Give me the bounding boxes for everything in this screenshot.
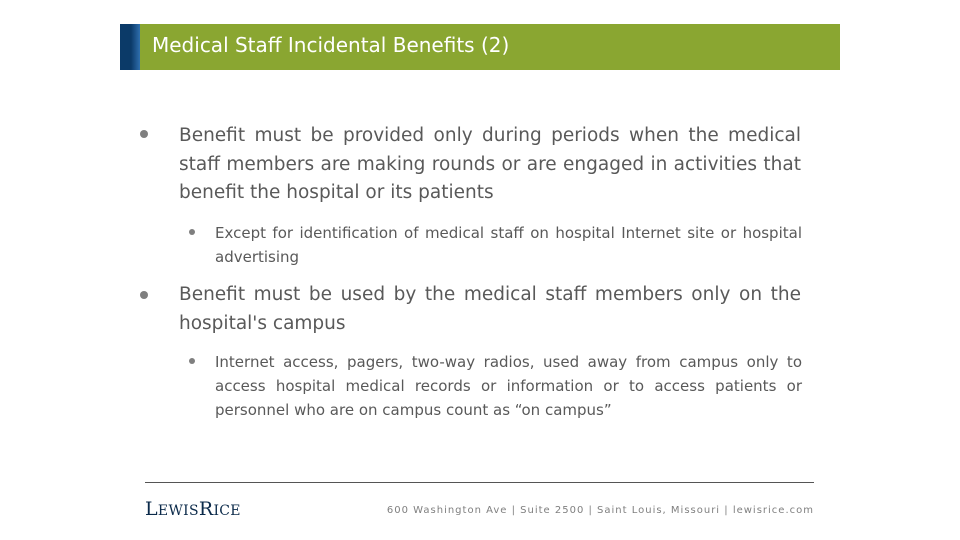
footer-divider	[145, 482, 814, 483]
sub-bullet-dot-icon	[189, 358, 195, 364]
title-bar	[120, 24, 840, 70]
bullet-dot-icon	[140, 130, 148, 138]
footer-address: 600 Washington Ave | Suite 2500 | Saint Louis, Missouri | lewisrice.com	[386, 505, 814, 516]
sub-bullet-dot-icon	[189, 229, 195, 235]
bullet-text-1: Benefit must be provided only during periods when the medical staff members are making rounds or are engaged in activities that benefit the hospital or its patients	[179, 125, 801, 203]
slide-title: Medical Staff Incidental Benefits (2)	[152, 33, 510, 57]
bullet-text-2: Benefit must be used by the medical staff members only on the hospital's campus	[179, 284, 801, 334]
sub-bullet-text-2: Internet access, pagers, two-way radios, used away from campus only to access hospital medical records or information or to access patients or personnel who are on campus count as “on campus”	[215, 353, 802, 419]
title-accent-stripe	[120, 24, 140, 70]
lewis-rice-logo: LEWISRICE	[145, 498, 241, 520]
bullet-dot-icon	[140, 291, 148, 299]
sub-bullet-text-1: Except for identification of medical staff on hospital Internet site or hospital advertising	[215, 224, 802, 266]
